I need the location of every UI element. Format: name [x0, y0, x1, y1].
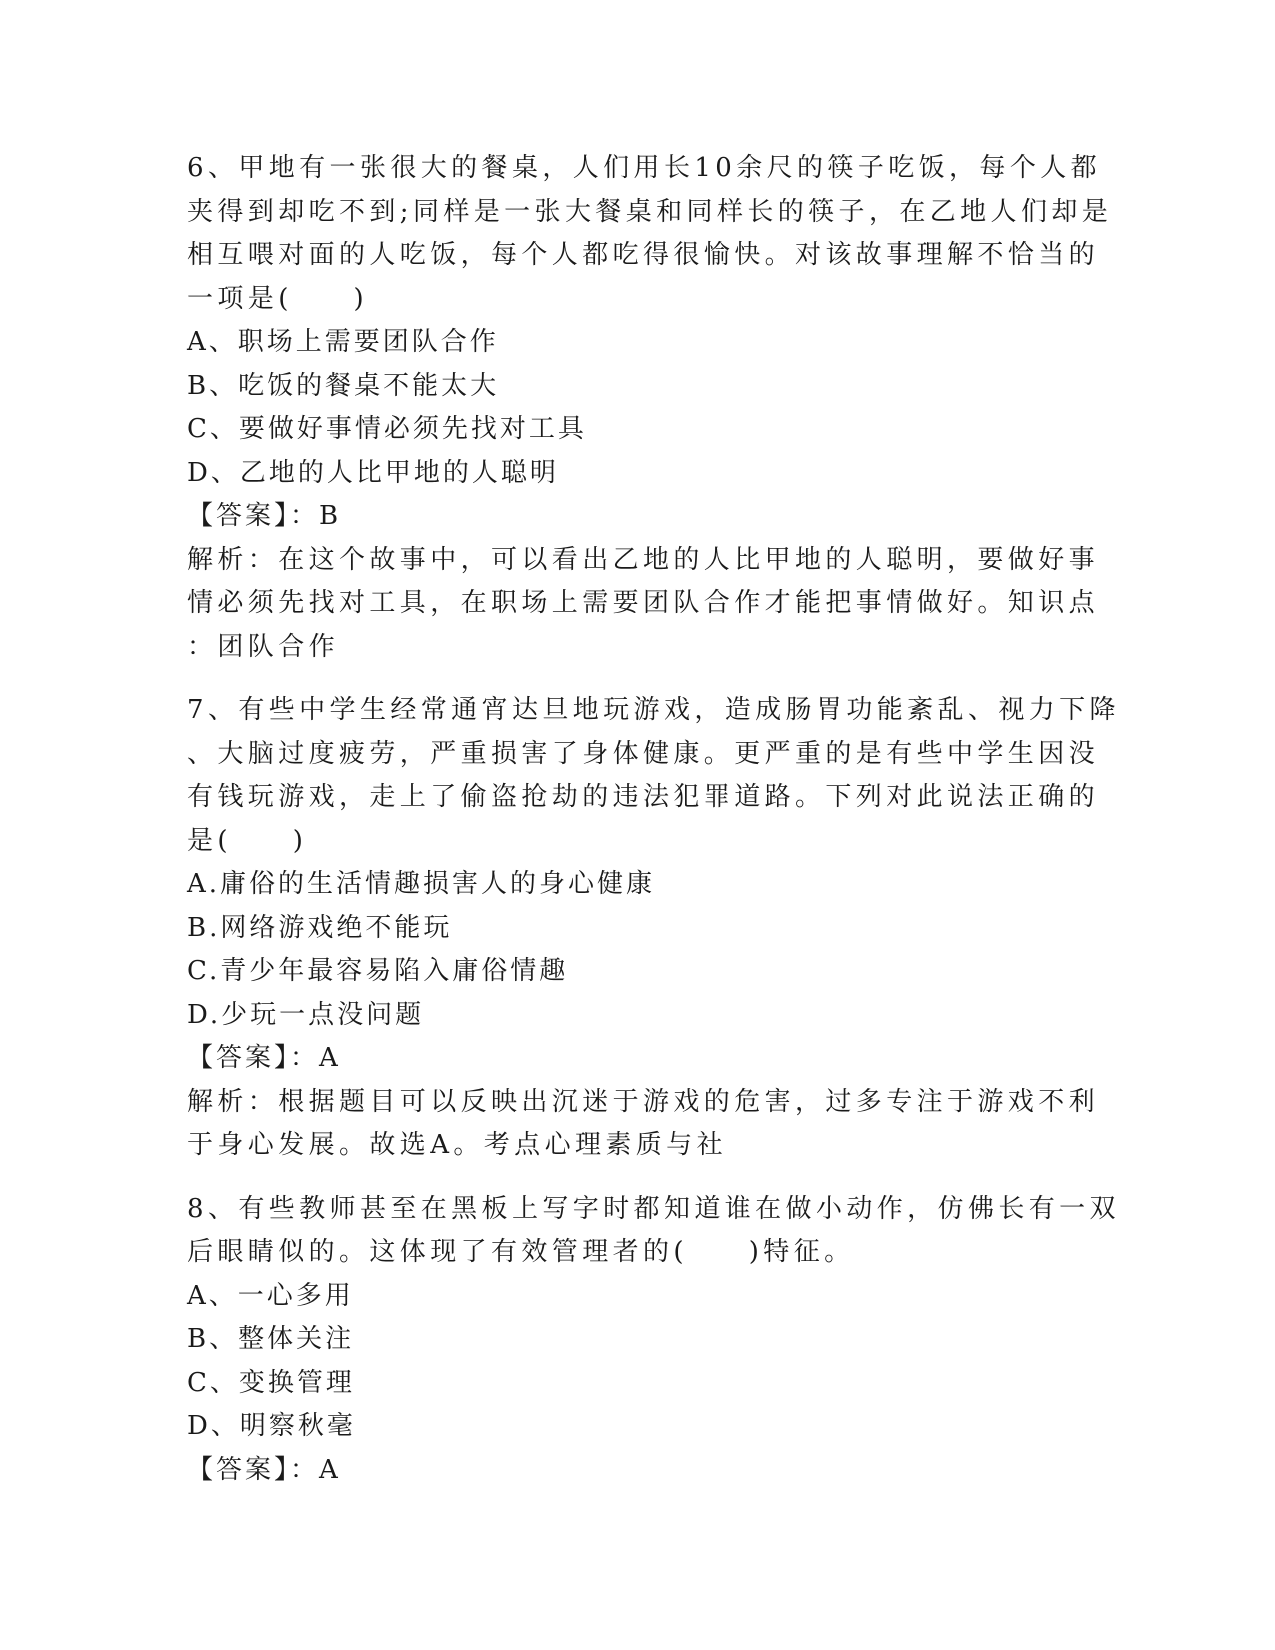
question-6: [187, 147, 1113, 669]
stem-line: 7、有些中学生经常通宵达旦地玩游戏，造成肠胃功能紊乱、视力下降: [187, 695, 1120, 725]
stem-line: 有钱玩游戏，走上了偷盗抢劫的违法犯罪道路。下列对此说法正确的: [187, 782, 1100, 812]
answer: 【答案】：B: [187, 501, 342, 531]
option-d: D、乙地的人比甲地的人聪明: [187, 457, 559, 488]
option-list: [187, 863, 1077, 1037]
analysis-line: ：团队合作: [187, 631, 340, 662]
stem-line: 8、有些教师甚至在黑板上写字时都知道谁在做小动作，仿佛长有一双: [187, 1193, 1120, 1224]
analysis: [187, 1081, 1100, 1168]
stem-line: 一项是( ): [187, 283, 369, 314]
analysis-line: 情必须先找对工具，在职场上需要团队合作才能把事情做好。知识点: [187, 588, 1100, 618]
question-stem: [187, 147, 1113, 321]
stem-line: 6、甲地有一张很大的餐桌，人们用长10余尺的筷子吃饭，每个人都: [187, 153, 1102, 183]
option-b: B.网络游戏绝不能玩: [187, 912, 453, 943]
option-c: C、变换管理: [187, 1367, 355, 1398]
stem-line: 、大脑过度疲劳，严重损害了身体健康。更严重的是有些中学生因没: [187, 738, 1100, 769]
option-c: C.青少年最容易陷入庸俗情趣: [187, 956, 569, 986]
stem-line: 夹得到却吃不到;同样是一张大餐桌和同样长的筷子，在乙地人们却是: [187, 196, 1113, 227]
question-stem: [187, 1188, 1120, 1275]
document-page: [187, 147, 1120, 1512]
option-list: [187, 1275, 1077, 1449]
option-d: D、明察秋毫: [187, 1411, 356, 1441]
answer: 【答案】：A: [187, 1043, 341, 1073]
question-stem: [187, 689, 1120, 863]
option-d: D.少玩一点没问题: [187, 999, 425, 1030]
option-a: A、一心多用: [187, 1280, 354, 1311]
option-a: A.庸俗的生活情趣损害人的身心健康: [187, 869, 656, 899]
analysis-line: 解析：在这个故事中，可以看出乙地的人比甲地的人聪明，要做好事: [187, 544, 1100, 575]
question-8: [187, 1188, 1120, 1493]
option-a: A、职场上需要团队合作: [187, 327, 499, 357]
option-c: C、要做好事情必须先找对工具: [187, 414, 587, 444]
analysis-line: 于身心发展。故选A。考点心理素质与社: [187, 1130, 727, 1160]
option-b: B、吃饭的餐桌不能太大: [187, 370, 500, 401]
stem-line: 后眼睛似的。这体现了有效管理者的( )特征。: [187, 1237, 855, 1267]
option-b: B、整体关注: [187, 1324, 355, 1354]
stem-line: 相互喂对面的人吃饭，每个人都吃得很愉快。对该故事理解不恰当的: [187, 240, 1100, 270]
answer: 【答案】：A: [187, 1454, 341, 1485]
question-7: [187, 689, 1120, 1168]
stem-line: 是( ): [187, 825, 308, 856]
option-list: [187, 321, 1077, 495]
analysis-line: 解析：根据题目可以反映出沉迷于游戏的危害，过多专注于游戏不利: [187, 1086, 1100, 1117]
analysis: [187, 539, 1100, 670]
